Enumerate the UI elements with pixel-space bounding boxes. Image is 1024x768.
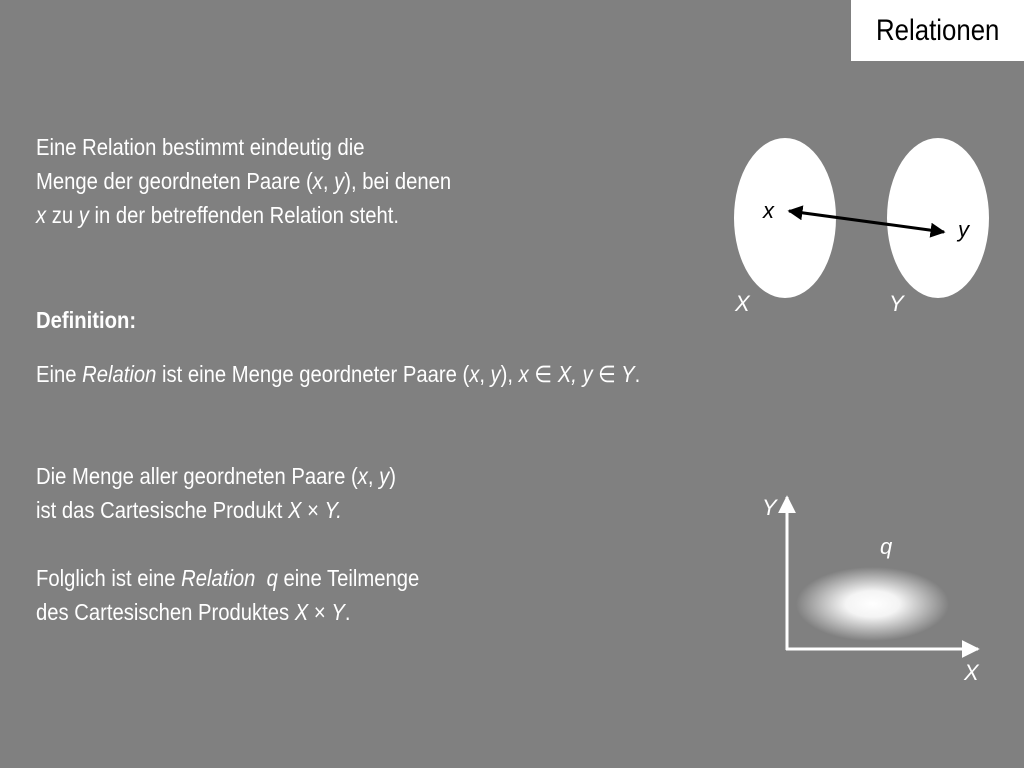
var-x: x [312, 168, 323, 194]
slide-title: Relationen [875, 13, 1000, 47]
intro-line-2-end: ), bei denen [344, 168, 452, 194]
var-y: y [490, 361, 501, 387]
intro-line-1-text: Eine Relation bestimmt eindeutig die [36, 134, 365, 160]
definition-term: Relation [82, 361, 157, 387]
subset-line-1-end: eine Teilmenge [277, 565, 420, 591]
period: . [634, 361, 641, 387]
relation-q: q [266, 565, 278, 591]
x-axis-label: X [964, 660, 979, 685]
definition-pre: Eine [36, 361, 83, 387]
set-Y-label: Y [889, 291, 904, 316]
set-X: X [294, 599, 309, 625]
subset-line-2-start: des Cartesischen Produktes [36, 599, 295, 625]
comma: , [367, 463, 380, 489]
set-Y-elem: Y [615, 361, 635, 387]
element-of-symbol: ∈ [534, 361, 553, 387]
y-axis-label: Y [762, 495, 777, 520]
set-X-elem: X, [552, 361, 583, 387]
cartesian-line-2-start: ist das Cartesische Produkt [36, 497, 288, 523]
definition-mid: ist eine Menge geordneter Paare ( [156, 361, 470, 387]
period: . [344, 599, 351, 625]
set-Y-ellipse [887, 138, 989, 298]
comma: , [322, 168, 335, 194]
definition-heading-text: Definition: [36, 307, 137, 333]
relation-q-region [796, 567, 949, 641]
set-Y: Y [331, 599, 345, 625]
set-X-label: X [735, 291, 750, 316]
definition-close: ), [500, 361, 519, 387]
var-y: y [379, 463, 390, 489]
set-X: X [287, 497, 302, 523]
cartesian-line-1-start: Die Menge aller geordneten Paare ( [36, 463, 358, 489]
set-Y: Y [324, 497, 337, 523]
period: . [336, 497, 342, 523]
element-x-label: x [763, 198, 774, 223]
cartesian-line-1-end: ) [389, 463, 397, 489]
var-y: y [582, 361, 593, 387]
relation-term: Relation [181, 565, 256, 591]
var-x: x [36, 202, 47, 228]
set-X-ellipse [734, 138, 836, 298]
comma: , [479, 361, 491, 387]
intro-line-2-start: Menge der geordneten Paare ( [36, 168, 313, 194]
var-x: x [357, 463, 368, 489]
var-x: x [518, 361, 529, 387]
intro-line-3-mid: zu [46, 202, 79, 228]
var-y: y [334, 168, 345, 194]
var-x: x [469, 361, 480, 387]
region-q-label: q [880, 534, 893, 559]
subset-line-1-start: Folglich ist eine [36, 565, 182, 591]
var-y: y [78, 202, 89, 228]
element-y-label: y [958, 217, 969, 242]
times-symbol: × [307, 497, 319, 523]
intro-line-3-end: in der betreffenden Relation steht. [88, 202, 400, 228]
times-symbol: × [313, 599, 326, 625]
element-of-symbol: ∈ [598, 361, 616, 387]
